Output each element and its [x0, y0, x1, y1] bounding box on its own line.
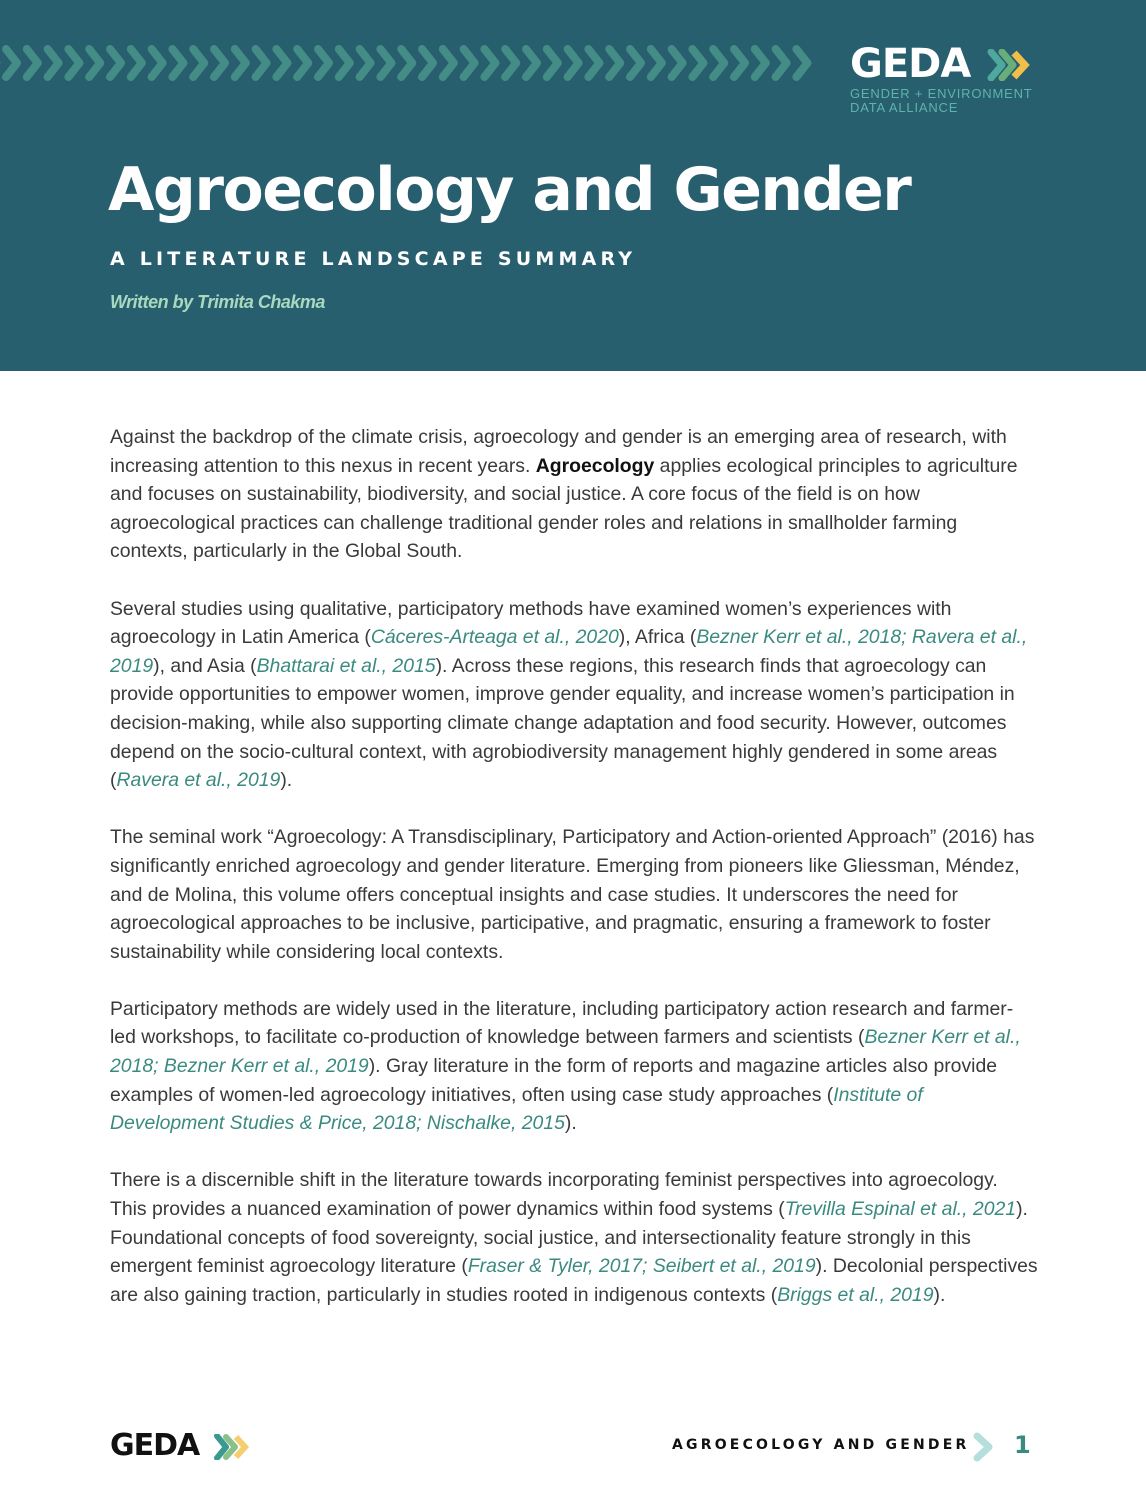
chevron-icon	[89, 49, 100, 77]
chevron-icon	[235, 49, 246, 77]
chevron-row-icon	[0, 44, 830, 84]
text: There is a discernible shift in the literature towards incorporating feminist perspectives into agroecology. This provides a nuanced examination of power dynamics within food systems (	[110, 1169, 998, 1221]
chevron-icon	[692, 49, 703, 77]
chevron-icon	[276, 49, 287, 77]
chevron-icon	[443, 49, 454, 77]
chevron-icon	[588, 49, 599, 77]
footer-logo-wordmark: GEDA	[110, 1428, 200, 1463]
chevron-icon	[609, 49, 620, 77]
chevron-icon	[380, 49, 391, 77]
chevron-icon	[48, 49, 59, 77]
chevron-icon	[401, 49, 412, 77]
chevron-icon	[651, 49, 662, 77]
citation-link[interactable]: Ravera et al., 2019	[116, 769, 281, 792]
chevron-icon	[547, 49, 558, 77]
citation-link[interactable]: Fraser & Tyler, 2017; Seibert et al., 2019	[467, 1255, 816, 1278]
text: Several studies using qualitative, participatory methods have examined women’s experiences with agroecology in Latin America (	[110, 597, 952, 649]
chevron-icon	[360, 49, 371, 77]
triple-chevron-icon	[214, 1434, 254, 1460]
chevron-icon	[256, 49, 267, 77]
citation-link[interactable]: Bezner Kerr et al., 2018; Bezner Kerr et al., 2019	[110, 1026, 1021, 1078]
chevron-icon	[568, 49, 579, 77]
text: Participatory methods are widely used in the literature, including participatory action research and farmer-led workshops, to facilitate co-production of knowledge between farmers and scientists (	[110, 997, 1014, 1049]
chevron-icon	[713, 49, 724, 77]
triple-chevron-icon	[987, 49, 1033, 81]
logo-tagline-line2: DATA ALLIANCE	[850, 100, 959, 115]
chevron-icon	[172, 49, 183, 77]
text: ). Decolonial perspectives are also gaining traction, particularly in studies rooted in indigenous contexts (	[110, 1255, 1038, 1306]
chevron-icon	[464, 49, 475, 77]
citation-link[interactable]: Bezner Kerr et al., 2018; Ravera et al., 2019	[110, 626, 1028, 677]
paragraph-5	[110, 1166, 1038, 1309]
text: ), Africa (	[618, 626, 697, 649]
citation-link[interactable]: Institute of Development Studies & Price, 2018; Nischalke, 2015	[110, 1083, 923, 1135]
logo-wordmark: GEDA	[850, 41, 971, 87]
chevron-icon	[734, 49, 745, 77]
chevron-icon	[526, 49, 537, 77]
chevron-right-icon	[972, 1432, 996, 1462]
text: ). Foundational concepts of food sovereignty, social justice, and intersectionality feature strongly in this emergent feminist agroecology literature (	[110, 1198, 1028, 1278]
text: ).	[280, 769, 293, 792]
citation-link[interactable]: Trevilla Espinal et al., 2021	[784, 1198, 1017, 1221]
citation-link[interactable]: Cáceres-Arteaga et al., 2020	[370, 626, 619, 649]
chevron-icon	[484, 49, 495, 77]
text: ), and Asia (	[153, 654, 257, 677]
document-subtitle: A LITERATURE LANDSCAPE SUMMARY	[110, 248, 637, 270]
chevron-icon	[776, 49, 787, 77]
text: applies ecological principles to agriculture and focuses on sustainability, biodiversity, and social justice. A core focus of the field is on how agroecological practices can challenge traditional gender roles and relations in smallholder farming contexts, particularly in the Global South.	[110, 454, 1018, 563]
chevron-icon	[672, 49, 683, 77]
chevron-icon	[796, 49, 807, 77]
logo-tagline-line1: GENDER + ENVIRONMENT	[850, 86, 1033, 101]
chevron-icon	[755, 49, 766, 77]
chevron-icon	[630, 49, 641, 77]
citation-link[interactable]: Bhattarai et al., 2015	[256, 654, 436, 677]
chevron-icon	[297, 49, 308, 77]
chevron-icon	[110, 49, 121, 77]
chevron-icon	[152, 49, 163, 77]
chevron-icon	[193, 49, 204, 77]
term-agroecology: Agroecology	[535, 454, 655, 477]
running-title: AGROECOLOGY AND GENDER	[672, 1437, 970, 1453]
text: ).	[933, 1283, 946, 1306]
author-byline: Written by Trimita Chakma	[110, 292, 325, 312]
chevron-icon	[214, 49, 225, 77]
paragraph-3: The seminal work “Agroecology: A Transdisciplinary, Participatory and Action-oriented Approach” (2016) has significantly enriched agroecology and gender literature. Emerging from pioneers like Gliessman, Méndez, and de Molina, this volume offers conceptual insights and case studies. It underscores the need for agroecological approaches to be inclusive, participative, and pragmatic, ensuring a framework to foster sustainability while considering local contexts.	[110, 826, 1035, 963]
chevron-icon	[131, 49, 142, 77]
paragraph-1	[110, 423, 1038, 566]
text: ). Across these regions, this research finds that agroecology can provide opportunities to empower women, improve gender equality, and increase women’s participation in decision-making, while also supporting climate change adaptation and food security. However, outcomes depend on the socio-cultural context, with agrobiodiversity management highly gendered in some areas (	[110, 654, 1015, 792]
body-text	[110, 423, 1038, 1338]
text: ).	[564, 1112, 577, 1135]
page-number: 1	[1014, 1431, 1031, 1459]
text: Against the backdrop of the climate crisis, agroecology and gender is an emerging area of research, with increasing attention to this nexus in recent years.	[110, 426, 1007, 477]
chevron-icon	[318, 49, 329, 77]
text: ). Gray literature in the form of reports and magazine articles also provide examples of women-led agroecology initiatives, often using case study approaches (	[110, 1055, 998, 1106]
header-banner	[0, 0, 1146, 371]
chevron-icon	[27, 49, 38, 77]
citation-link[interactable]: Briggs et al., 2019	[777, 1283, 934, 1306]
chevron-icon	[68, 49, 79, 77]
logo-tagline	[850, 87, 1033, 115]
document-title: Agroecology and Gender	[108, 155, 911, 225]
chevron-icon	[422, 49, 433, 77]
paragraph-2	[110, 595, 1038, 795]
chevron-icon	[505, 49, 516, 77]
paragraph-4	[110, 995, 1038, 1138]
chevron-icon	[339, 49, 350, 77]
chevron-icon	[6, 49, 17, 77]
